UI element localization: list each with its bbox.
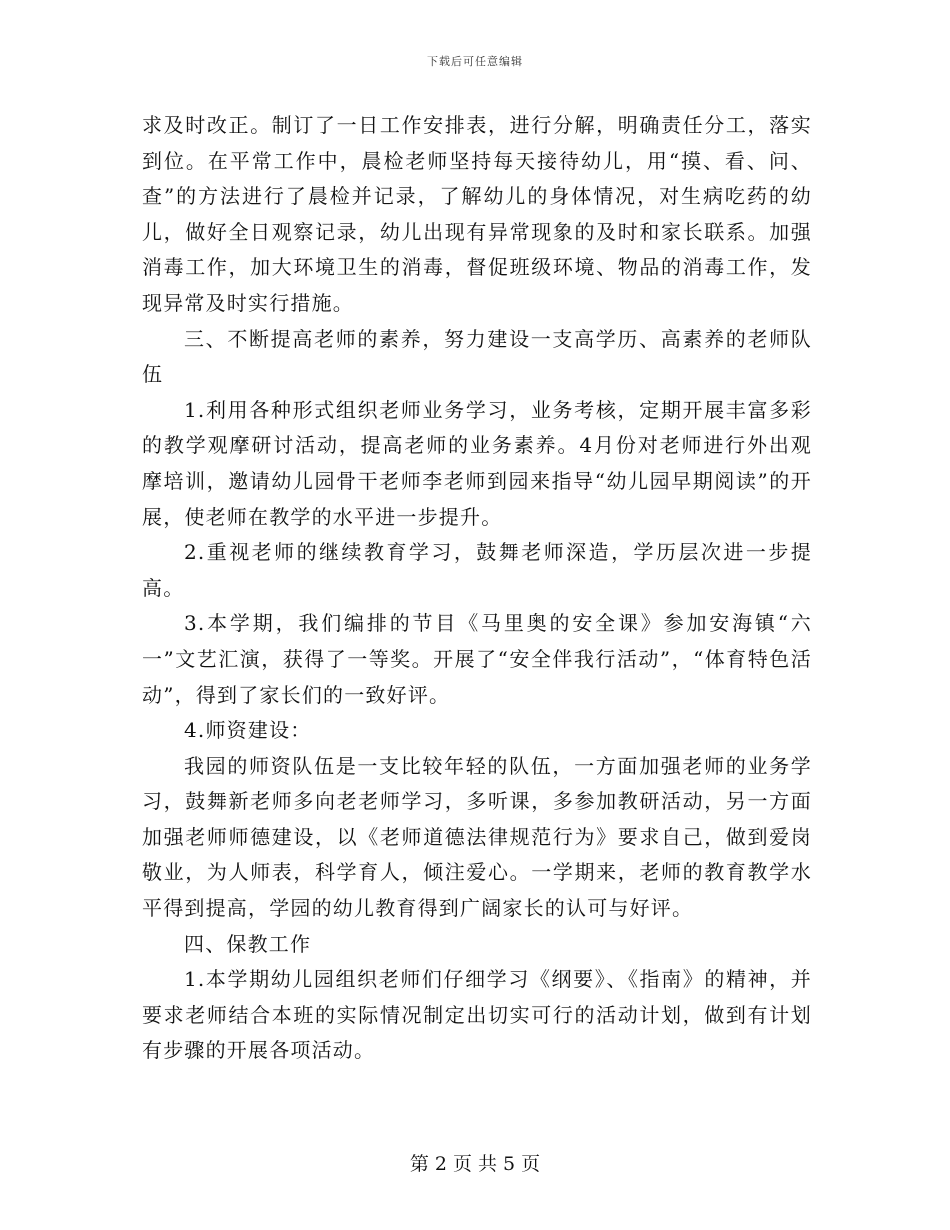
paragraph-teacher-team: 我园的师资队伍是一支比较年轻的队伍，一方面加强老师的业务学习，鼓舞新老师多向老老师学习，多听课，多参加教研活动，另一方面加强老师师德建设，以《老师道德法律规范行为》要求自己，做到爱岗敬业，为人师表，科学育人，倾注爱心。一学期来，老师的教育教学水平得到提高，学园的幼儿教育得到广阔家长的认可与好评。 (142, 753, 812, 921)
document-body (142, 108, 812, 1069)
page-prefix: 第 (409, 1153, 429, 1175)
paragraph-item-1: 1.利用各种形式组织老师业务学习，业务考核，定期开展丰富多彩的教学观摩研讨活动，提高老师的业务素养。4月份对老师进行外出观摩培训，邀请幼儿园骨干老师李老师到园来指导“幼儿园早期阅读”的开展，使老师在教学的水平进一步提升。 (142, 397, 812, 529)
paragraph-item-4-title: 4.师资建设： (184, 718, 312, 743)
page-header-note: 下载后可任意编辑 (427, 55, 523, 68)
total-suffix: 页 (521, 1153, 541, 1175)
page-word: 页 (452, 1153, 472, 1175)
current-page-number: 2 (434, 1153, 447, 1175)
paragraph-care-item-1: 1.本学期幼儿园组织老师们仔细学习《纲要》、《指南》的精神，并要求老师结合本班的实际情况制定出切实可行的活动计划，做到有计划有步骤的开展各项活动。 (142, 967, 812, 1063)
total-page-number: 5 (503, 1153, 516, 1175)
section-heading-four: 四、保教工作 (184, 931, 312, 956)
paragraph-item-2: 2.重视老师的继续教育学习，鼓舞老师深造，学历层次进一步提高。 (142, 540, 812, 600)
total-prefix: 共 (478, 1153, 498, 1175)
section-heading-three: 三、不断提高老师的素养，努力建设一支高学历、高素养的老师队伍 (142, 326, 812, 387)
page-number-footer (0, 1149, 950, 1176)
paragraph-item-3: 3.本学期，我们编排的节目《马里奥的安全课》参加安海镇“六一”文艺汇演，获得了一等奖。开展了“安全伴我行活动”，“体育特色活动”，得到了家长们的一致好评。 (142, 611, 812, 707)
paragraph-continuation: 求及时改正。制订了一日工作安排表，进行分解，明确责任分工，落实到位。在平常工作中，晨检老师坚持每天接待幼儿，用“摸、看、问、查”的方法进行了晨检并记录，了解幼儿的身体情况，对生病吃药的幼儿，做好全日观察记录，幼儿出现有异常现象的及时和家长联系。加强消毒工作，加大环境卫生的消毒，督促班级环境、物品的消毒工作，发现异常及时实行措施。 (142, 113, 812, 315)
